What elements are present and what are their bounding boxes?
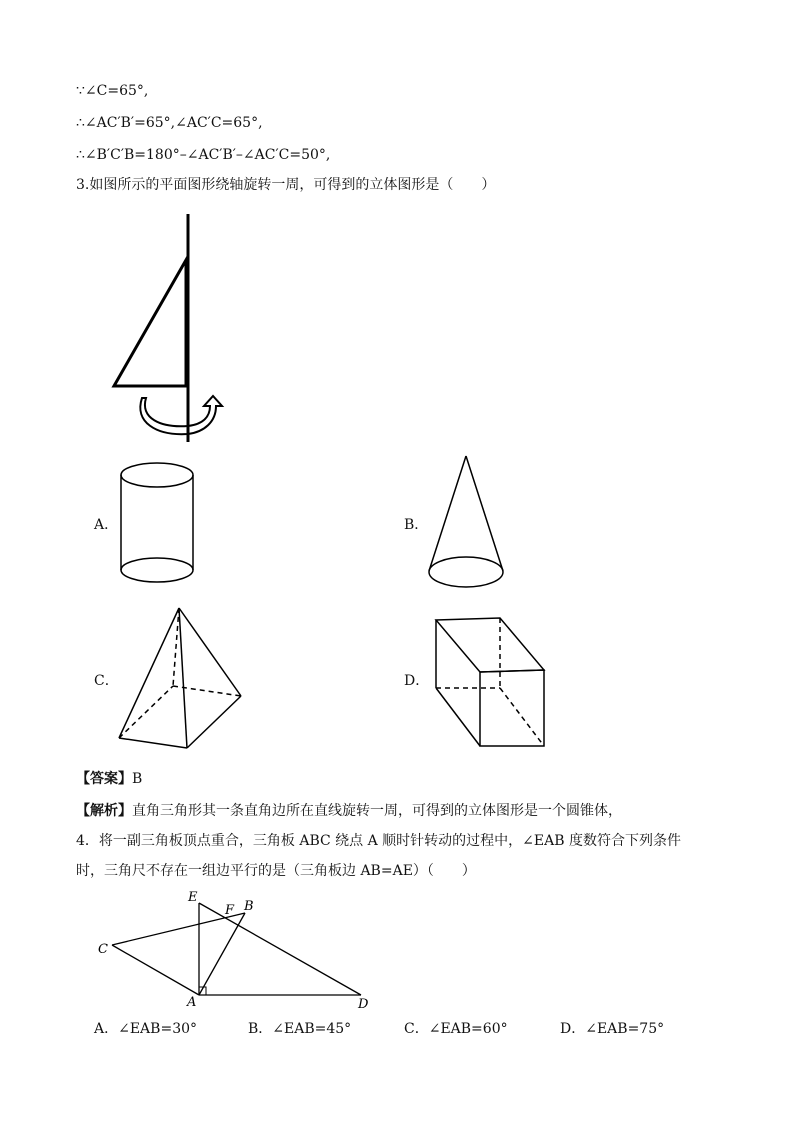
analysis-tag: 【解析】 xyxy=(76,803,132,819)
prism-figure xyxy=(432,614,552,750)
q4-stem-line-1: 4．将一副三角板顶点重合，三角板 ABC 绕点 A 顺时针转动的过程中，∠EAB 度数符合下列条件 xyxy=(76,833,681,849)
proof-line-3: ∴∠B′C′B=180°–∠AC′B′–∠AC′C=50°, xyxy=(76,147,331,163)
segment-ca xyxy=(112,945,199,995)
cylinder-figure xyxy=(118,460,198,590)
proof-line-2: ∴∠AC′B′=65°,∠AC′C=65°, xyxy=(76,115,263,131)
point-label-f: F xyxy=(225,903,235,918)
point-label-c: C xyxy=(98,942,108,957)
segment-ed xyxy=(199,903,361,995)
q4-option-b: B．∠EAB=45° xyxy=(248,1021,352,1037)
q4-option-c: C．∠EAB=60° xyxy=(404,1021,508,1037)
pyramid-figure xyxy=(115,604,247,754)
q4-stem-line-2: 时，三角尺不存在一组边平行的是（三角板边 AB=AE）（ ） xyxy=(76,863,476,879)
cone-figure xyxy=(425,452,509,592)
q3-option-d-label: D． xyxy=(404,673,430,689)
q3-option-c-label: C． xyxy=(94,673,119,689)
analysis-text: 直角三角形其一条直角边所在直线旋转一周，可得到的立体图形是一个圆锥体， xyxy=(132,803,622,819)
point-label-b: B xyxy=(244,899,254,914)
right-triangle xyxy=(114,260,186,386)
rotation-figure xyxy=(100,210,230,450)
q3-analysis xyxy=(76,802,622,820)
segment-ab xyxy=(199,913,245,995)
point-label-e: E xyxy=(188,890,198,905)
answer-tag: 【答案】 xyxy=(76,771,132,787)
point-label-a: A xyxy=(187,995,197,1010)
q3-stem: 3.如图所示的平面图形绕轴旋转一周，可得到的立体图形是（ ） xyxy=(76,177,496,193)
answer-value: B xyxy=(132,771,143,787)
q4-option-a: A．∠EAB=30° xyxy=(94,1021,198,1037)
q4-option-d: D．∠EAB=75° xyxy=(560,1021,665,1037)
q3-option-b-label: B． xyxy=(404,517,429,533)
q3-option-a-label: A． xyxy=(94,517,119,533)
triangles-figure xyxy=(94,886,384,1012)
rotation-arrow-icon xyxy=(140,396,222,434)
q3-answer xyxy=(76,770,142,788)
proof-line-1: ∵∠C=65°, xyxy=(76,83,149,99)
point-label-d: D xyxy=(358,997,369,1012)
